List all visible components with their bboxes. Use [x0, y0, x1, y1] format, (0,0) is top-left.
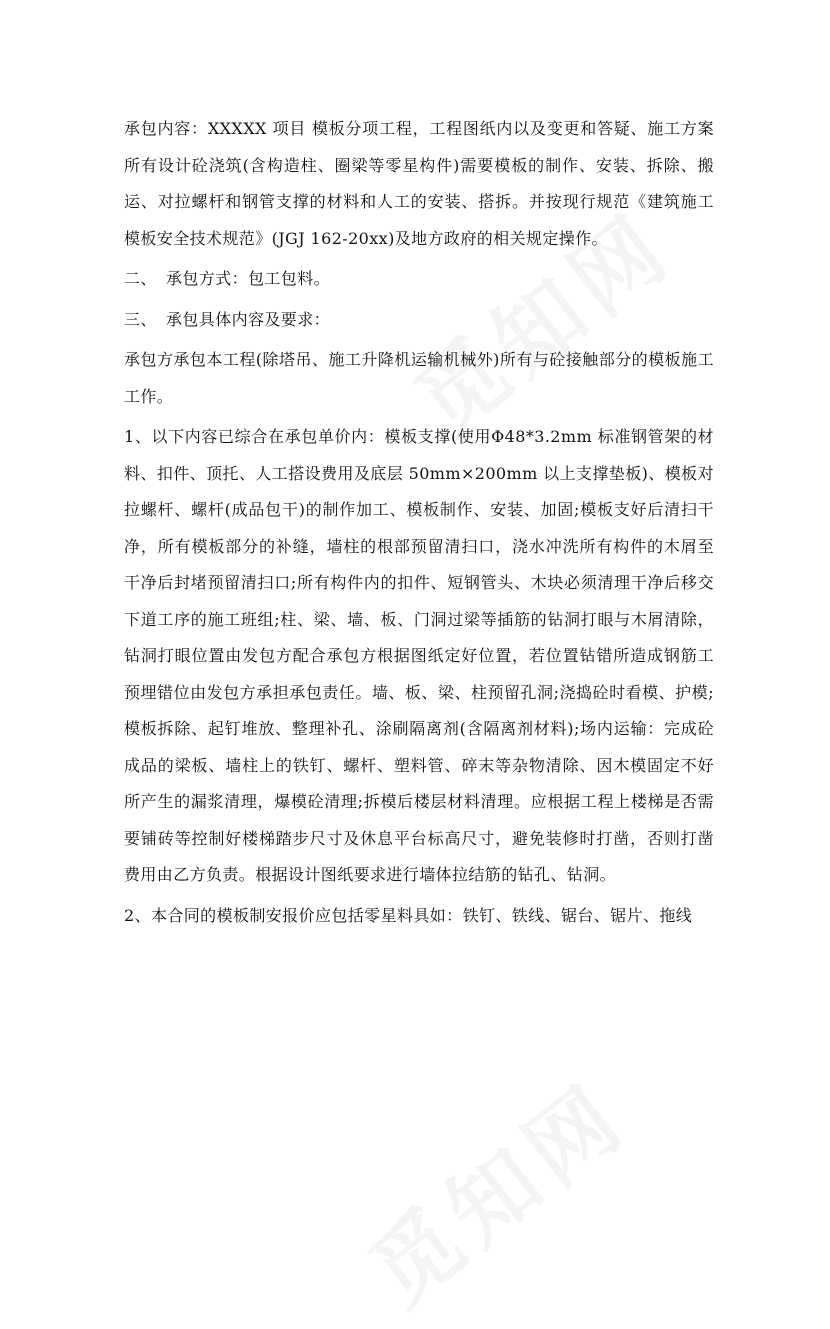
paragraph-item-2: 2、本合同的模板制安报价应包括零星料具如：铁钉、铁线、锯台、锯片、拖线 [124, 905, 693, 925]
section-heading-3 [124, 302, 714, 339]
paragraph-scope: 承包内容：XXXXX 项目 模板分项工程，工程图纸内以及变更和答疑、施工方案所有设计砼浇筑(含构造柱、圈梁等零星构件)需要模板的制作、安装、拆除、搬运、对拉螺杆和钢管支撑的材料和人工的安装、搭拆。并按现行规范《建筑施工模板安全技术规范》(JGJ 162-20xx)及地方政府的相关规定操作。 [124, 119, 714, 248]
paragraph-item-1: 1、以下内容已综合在承包单价内：模板支撑(使用Φ48*3.2mm 标准钢管架的材料、扣件、顶托、人工搭设费用及底层 50mm×200mm 以上支撑垫板)、模板对拉螺杆、螺杆(成品包干)的制作加工、模板制作、安装、加固;模板支好后清扫干净，所有模板部分的补缝，墙柱的根部预留清扫口，浇水冲洗所有构件的木屑至干净后封堵预留清扫口;所有构件内的扣件、短钢管头、木块必须清理干净后移交下道工序的施工班组;柱、梁、墙、板、门洞过梁等插筋的钻洞打眼与木屑清除，钻洞打眼位置由发包方配合承包方根据图纸定好位置，若位置钻错所造成钢筋工预埋错位由发包方承担承包责任。墙、板、梁、柱预留孔洞;浇捣砼时看模、护模;模板拆除、起钉堆放、整理补孔、涂刷隔离剂(含隔离剂材料);场内运输：完成砼成品的梁板、墙柱上的铁钉、螺杆、塑料管、碎末等杂物清除、因木模固定不好所产生的漏浆清理，爆模砼清理;拆模后楼层材料清理。应根据工程上楼梯是否需要铺砖等控制好楼梯踏步尺寸及休息平台标高尺寸，避免装修时打凿，否则打凿费用由乙方负责。根据设计图纸要求进行墙体拉结筋的钻孔、钻洞。 [124, 427, 714, 884]
document-body [124, 111, 714, 934]
paragraph-contract-scope: 承包方承包本工程(除塔吊、施工升降机运输机械外)所有与砼接触部分的模板施工工作。 [124, 350, 714, 406]
section-number: 三、 [124, 309, 157, 329]
watermark [340, 1049, 649, 1329]
section-title: 承包具体内容及要求： [166, 309, 331, 329]
section-title: 承包方式：包工包料。 [166, 269, 331, 288]
section-number: 二、 [124, 269, 157, 288]
section-heading-2 [124, 261, 714, 298]
